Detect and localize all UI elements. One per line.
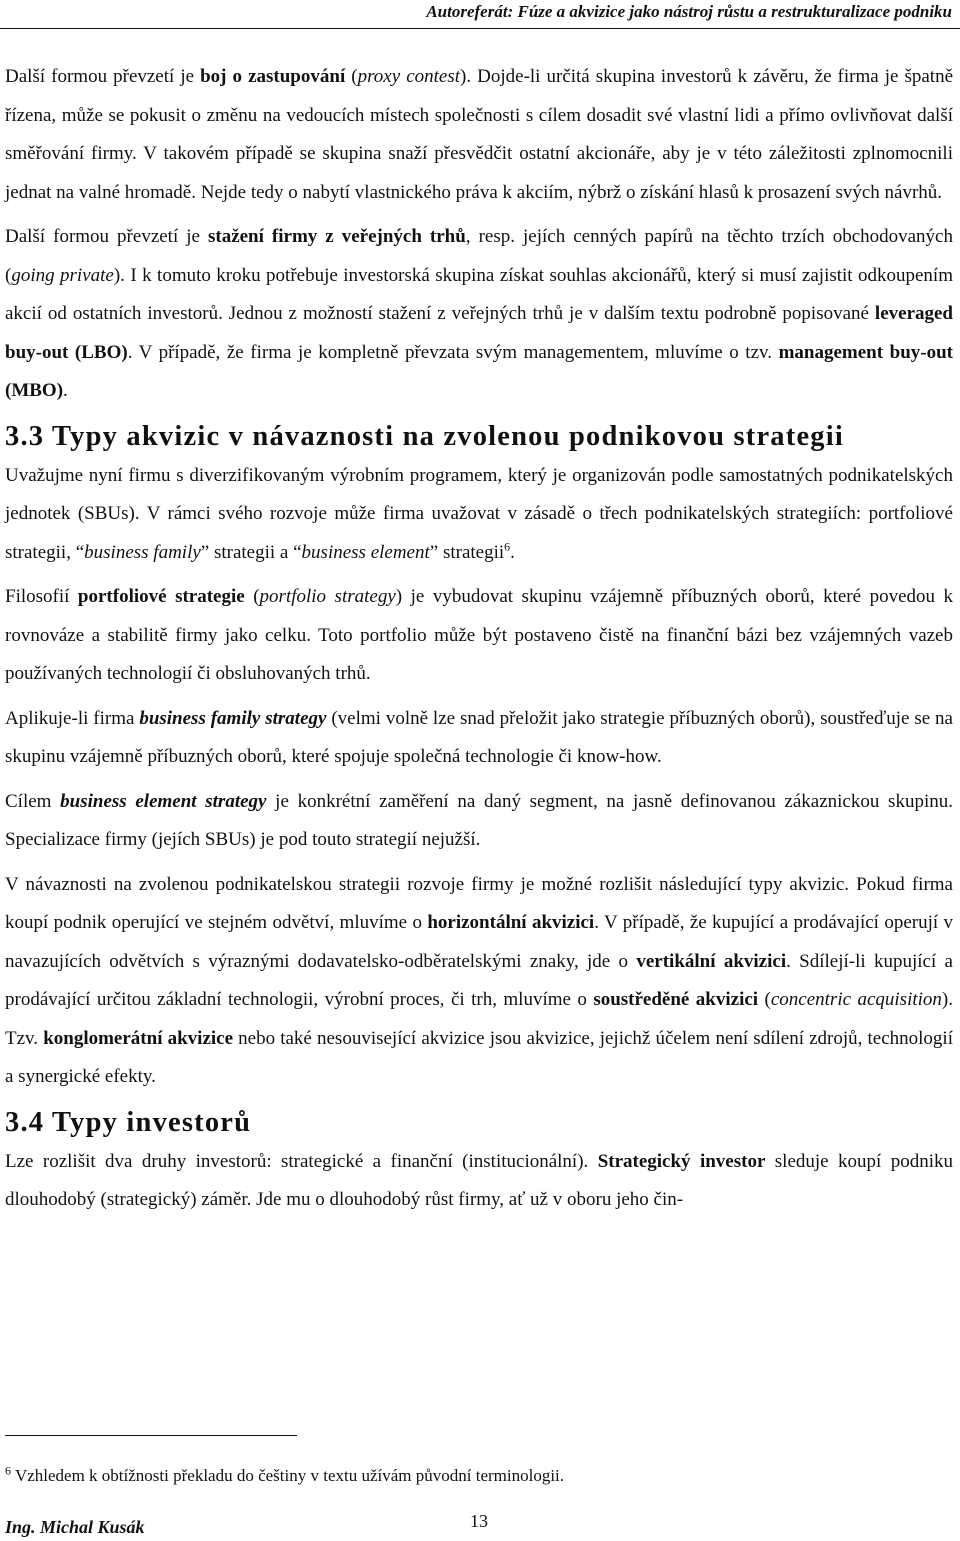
- text-run: Uvažujme nyní firmu s diverzifikovaným výrobním programem, který je organizován podle samostatných podnikatelských jednotek (SBUs). V rámci svého rozvoje může firma uvažovat v zásadě o třech podnikatelských strategiích: portfoliové strategii, “: [5, 464, 953, 563]
- bold-term: Strategický investor: [597, 1150, 766, 1172]
- italic-term: concentric acquisition: [770, 989, 942, 1010]
- header-rule: [0, 28, 960, 29]
- italic-term: business element: [301, 541, 430, 563]
- text-run: nebo také nesouvisející akvizice jsou akvizice, jejichž účelem není sdílení zdrojů, technologií a synergické efekty.: [5, 1027, 953, 1087]
- text-run: Další formou převzetí je: [5, 66, 201, 87]
- paragraph-acquisition-types: [5, 866, 953, 1097]
- text-run: (velmi volně lze snad přeložit jako strategie příbuzných oborů), soustřeďuje se na skupinu vzájemně příbuzných oborů, které spojuje společná technologie či know-how.: [5, 707, 953, 767]
- bold-term: business family strategy: [139, 707, 327, 729]
- bold-term: horizontální akvizici: [427, 912, 595, 933]
- text-run: je konkrétní zaměření na daný segment, na jasně definovanou zákaznickou skupinu. Specializace firmy (jejích SBUs) je pod touto strategií nejužší.: [5, 790, 953, 850]
- text-run: (: [345, 66, 358, 87]
- italic-term: business family: [84, 541, 201, 563]
- footnote-reference: 6: [504, 539, 511, 554]
- bold-term: stažení firmy z veřejných trhů: [207, 226, 466, 247]
- footnote-text: Vzhledem k obtížnosti překladu do češtiny v textu užívám původní terminologii.: [11, 1466, 565, 1485]
- paragraph-proxy-contest: [5, 58, 953, 212]
- paragraph-strategies-intro: [5, 457, 953, 573]
- italic-term: proxy contest: [357, 66, 461, 87]
- page-body: [5, 58, 953, 1220]
- bold-term: konglomerátní akvizice: [43, 1027, 234, 1049]
- footnote: [5, 1463, 953, 1486]
- text-run: ) je vybudovat skupinu vzájemně příbuzných oborů, které povedou k rovnováze a stabilitě firmy jako celku. Toto portfolio může být postaveno čistě na finanční bázi bez vzájemných vazeb používaných technologií či obsluhovaných trhů.: [5, 586, 954, 684]
- bold-term: portfoliové strategie: [77, 586, 245, 607]
- text-run: Aplikuje-li firma: [5, 707, 140, 729]
- text-run: , resp. jejích cenných papírů na těchto trzích obchodovaných (: [5, 226, 953, 286]
- text-run: ” strategii a “: [200, 541, 302, 563]
- footnote-number: 6: [5, 1463, 11, 1478]
- text-run: Další formou převzetí je: [5, 226, 208, 247]
- paragraph-going-private: [5, 218, 953, 411]
- text-run: . Sdílejí-li kupující a prodávající určitou základní technologii, výrobní proces, či trh, mluvíme o: [5, 950, 953, 1010]
- text-run: V návaznosti na zvolenou podnikatelskou strategii rozvoje firmy je možné rozlišit následující typy akvizic. Pokud firma koupí podnik operující ve stejném odvětví, mluvíme o: [5, 873, 953, 933]
- bold-term: business element strategy: [60, 790, 267, 812]
- paragraph-business-element: [5, 783, 953, 860]
- text-run: ). Dojde-li určitá skupina investorů k závěru, že firma je špatně řízena, může se pokusit o změnu na vedoucích místech společnosti s cílem dosadit své vlastní lidi a přímo ovlivňovat další směřování firmy. V takovém případě se skupina snaží přesvědčit ostatní akcionáře, aby je v této záležitosti zplnomocnili jednat na valné hromadě. Nejde tedy o nabytí vlastnického práva k akciím, nýbrž o získání hlasů k prosazení svých návrhů.: [5, 66, 954, 203]
- paragraph-portfolio-strategy: [5, 578, 953, 694]
- text-run: (: [244, 586, 260, 607]
- text-run: . V případě, že firma je kompletně převzata svým managementem, mluvíme o tzv.: [127, 341, 779, 363]
- text-run: .: [510, 541, 515, 563]
- paragraph-investor-types: [5, 1143, 953, 1220]
- bold-term: leveraged buy-out (LBO): [5, 303, 953, 363]
- bold-term: soustředěné akvizici: [593, 989, 759, 1010]
- text-run: sleduje koupí podniku dlouhodobý (strategický) záměr. Jde mu o dlouhodobý růst firmy, ať už v oboru jeho čin-: [5, 1150, 953, 1210]
- text-run: (: [758, 989, 771, 1010]
- text-run: ). Tzv.: [5, 989, 953, 1049]
- text-run: Cílem: [5, 790, 61, 812]
- text-run: . V případě, že kupující a prodávající operují v navazujících odvětvích s výraznými dodavatelsko-odběratelskými znaky, jde o: [5, 912, 954, 972]
- footnote-separator: [5, 1435, 297, 1436]
- text-run: Lze rozlišit dva druhy investorů: strategické a finanční (institucionální).: [5, 1150, 598, 1172]
- text-run: Filosofií: [5, 586, 78, 607]
- page-number: 13: [470, 1511, 488, 1531]
- bold-term: boj o zastupování: [200, 66, 346, 87]
- bold-term: vertikální akvizici: [636, 950, 787, 972]
- paragraph-business-family: [5, 700, 953, 777]
- italic-term: going private: [11, 264, 114, 286]
- running-header: Autoreferát: Fúze a akvizice jako nástroj růstu a restrukturalizace podniku: [426, 2, 952, 21]
- text-run: ). I k tomuto kroku potřebuje investorská skupina získat souhlas akcionářů, který si musí zajistit odkoupením akcií od ostatních investorů. Jednou z možností stažení z veřejných trhů je v dalším textu podrobně popisované: [5, 264, 953, 324]
- italic-term: portfolio strategy: [259, 586, 396, 607]
- footer-author: Ing. Michal Kusák: [5, 1517, 145, 1537]
- text-run: .: [63, 380, 68, 401]
- section-heading-3-4: 3.4 Typy investorů: [5, 1106, 252, 1138]
- text-run: ” strategii: [429, 541, 505, 563]
- section-heading-3-3: 3.3 Typy akvizic v návaznosti na zvolenou podnikovou strategii: [5, 420, 844, 452]
- bold-term: management buy-out (MBO): [5, 341, 953, 401]
